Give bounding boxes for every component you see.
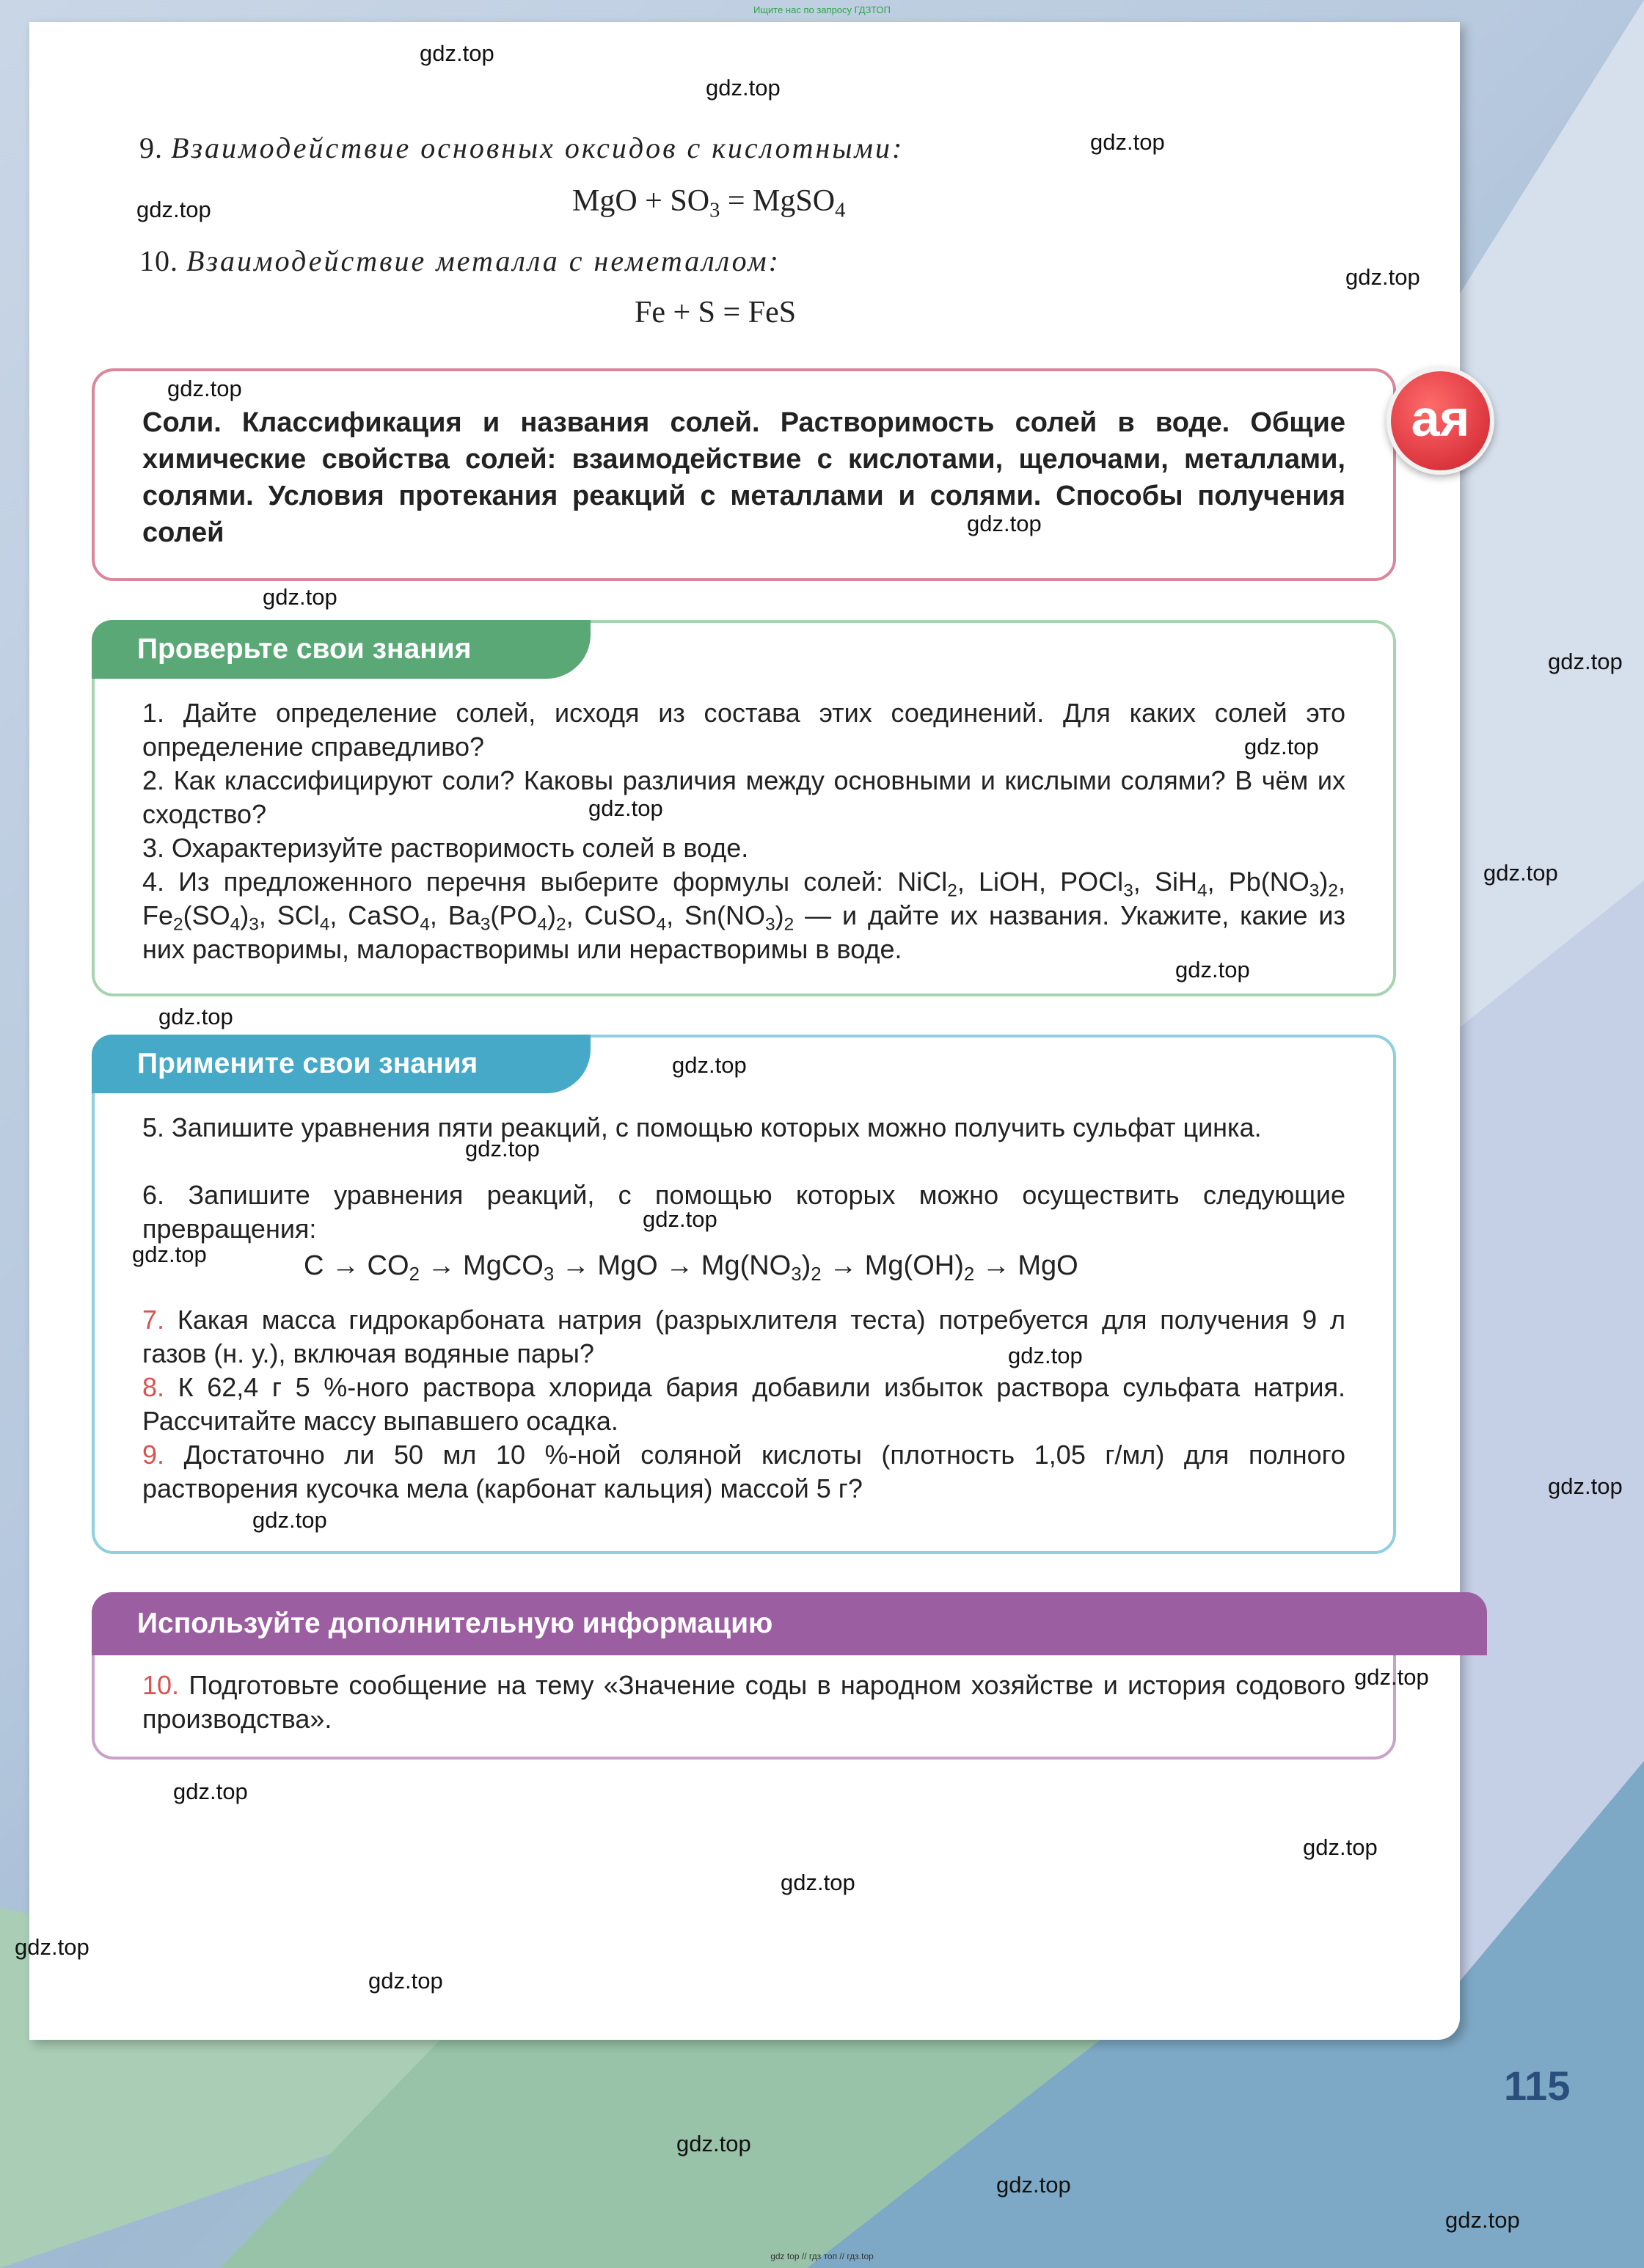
watermark: gdz.top	[967, 511, 1042, 536]
top-note: Ищите нас по запросу ГДЗТОП	[753, 4, 891, 15]
page-number: 115	[1504, 2063, 1571, 2109]
check-knowledge-title: Проверьте свои знания	[92, 620, 591, 679]
question-10	[142, 1669, 1345, 1736]
equation-fes: Fe + S = FeS	[635, 296, 797, 329]
watermark: gdz.top	[1483, 860, 1558, 886]
question-9	[142, 1438, 1345, 1506]
question-3: 3. Охарактеризуйте растворимость солей в воде.	[142, 833, 749, 863]
watermark: gdz.top	[706, 75, 781, 101]
question-1: 1. Дайте определение солей, исходя из состава этих соединений. Для каких солей это определение справедливо?	[142, 698, 1345, 762]
question-6: 6. Запишите уравнения реакций, с помощью которых можно осуществить следующие превращения:	[142, 1180, 1345, 1244]
watermark: gdz.top	[1175, 957, 1250, 982]
watermark: gdz.top	[1548, 1473, 1623, 1499]
watermark: gdz.top	[1354, 1664, 1429, 1690]
textbook-logo-icon: ая	[1387, 367, 1494, 475]
watermark: gdz.top	[996, 2172, 1071, 2198]
example-10-number: 10.	[139, 244, 178, 277]
watermark: gdz.top	[1548, 649, 1623, 674]
watermark: gdz.top	[136, 197, 211, 222]
watermark: gdz.top	[1090, 129, 1165, 155]
watermark: gdz.top	[1008, 1343, 1083, 1368]
watermark: gdz.top	[672, 1052, 747, 1078]
example-9-number: 9.	[139, 131, 163, 164]
check-knowledge-section	[92, 620, 1396, 996]
watermark: gdz.top	[368, 1968, 443, 1994]
question-8-number: 8.	[142, 1372, 165, 1402]
example-9-text: Взаимодействие основных оксидов с кислотными:	[171, 131, 905, 164]
question-10-number: 10.	[142, 1670, 180, 1700]
question-8-text: К 62,4 г 5 %-ного раствора хлорида бария добавили избыток раствора сульфата натрия. Рассчитайте массу выпавшего осадка.	[142, 1372, 1345, 1436]
topic-text: Соли. Классификация и названия солей. Растворимость солей в воде. Общие химические свойства солей: взаимодействие с кислотами, щелочами, металлами, солями. Условия протекания реакций с металлами и солями. Способы получения солей	[142, 407, 1345, 548]
apply-knowledge-section	[92, 1035, 1396, 1554]
watermark: gdz.top	[173, 1779, 248, 1804]
question-4-end: — и дайте их названия. Укажите, какие из них растворимы, малорастворимы или нерастворимы в воде.	[142, 900, 1345, 964]
question-9-number: 9.	[142, 1440, 165, 1470]
watermark: gdz.top	[1345, 264, 1420, 290]
question-5: 5. Запишите уравнения пяти реакций, с помощью которых можно получить сульфат цинка.	[142, 1112, 1262, 1142]
watermark: gdz.top	[1244, 734, 1319, 759]
question-10-text: Подготовьте сообщение на тему «Значение соды в народном хозяйстве и история содового производства».	[142, 1670, 1345, 1734]
watermark: gdz.top	[465, 1136, 540, 1162]
bottom-note: gdz top // гдз топ // гдз.top	[770, 2251, 874, 2261]
question-4-intro: 4. Из предложенного перечня выберите формулы солей:	[142, 867, 884, 897]
extra-info-section	[92, 1592, 1396, 1760]
watermark: gdz.top	[781, 1870, 855, 1895]
watermark: gdz.top	[643, 1206, 717, 1232]
watermark: gdz.top	[15, 1934, 89, 1960]
watermark: gdz.top	[1303, 1834, 1378, 1860]
watermark: gdz.top	[588, 795, 663, 821]
watermark: gdz.top	[1445, 2207, 1520, 2233]
example-10-text: Взаимодействие металла с неметаллом:	[186, 244, 781, 277]
question-9-text: Достаточно ли 50 мл 10 %-ной соляной кислоты (плотность 1,05 г/мл) для полного растворения кусочка мела (карбонат кальция) массой 5 г?	[142, 1440, 1345, 1503]
question-7-number: 7.	[142, 1305, 165, 1335]
transformation-chain: $C \to CO_2$ → MgCO$_3$ → MgO → $Mg(NO_3)_2 \to Mg(OH)_2$ → MgO	[304, 1250, 1078, 1285]
watermark: gdz.top	[158, 1004, 233, 1029]
extra-info-title: Используйте дополнительную информацию	[92, 1592, 1487, 1655]
watermark: gdz.top	[676, 2131, 751, 2156]
example-10	[139, 244, 781, 278]
watermark: gdz.top	[420, 40, 494, 66]
salt-formulas: NiCl$_2$, LiOH, POCl$_3$, SiH$_4$, $Pb(NO_3)_2$, $Fe_2(SO_4)_3$, SCl$_4$, CaSO$_4$, $Ba_3(PO_4)_2$, CuSO$_4$, $Sn(NO_3)_2$	[142, 867, 1345, 935]
question-7-text: Какая масса гидрокарбоната натрия (разрыхлителя теста) потребуется для получения 9 л газов (н. у.), включая водяные пары?	[142, 1305, 1345, 1368]
watermark: gdz.top	[167, 376, 242, 401]
example-9	[139, 131, 904, 165]
question-2: 2. Как классифицируют соли? Каковы различия между основными и кислыми солями? В чём их сходство?	[142, 765, 1345, 829]
question-7	[142, 1303, 1345, 1371]
watermark: gdz.top	[263, 584, 337, 610]
watermark: gdz.top	[132, 1241, 207, 1267]
question-4	[142, 865, 1345, 966]
question-8	[142, 1371, 1345, 1438]
watermark: gdz.top	[252, 1507, 327, 1533]
topic-box	[92, 368, 1396, 581]
apply-knowledge-title: Примените свои знания	[92, 1035, 591, 1093]
equation-mgo: MgO + $SO_3$ = MgSO$_4$	[572, 184, 846, 222]
